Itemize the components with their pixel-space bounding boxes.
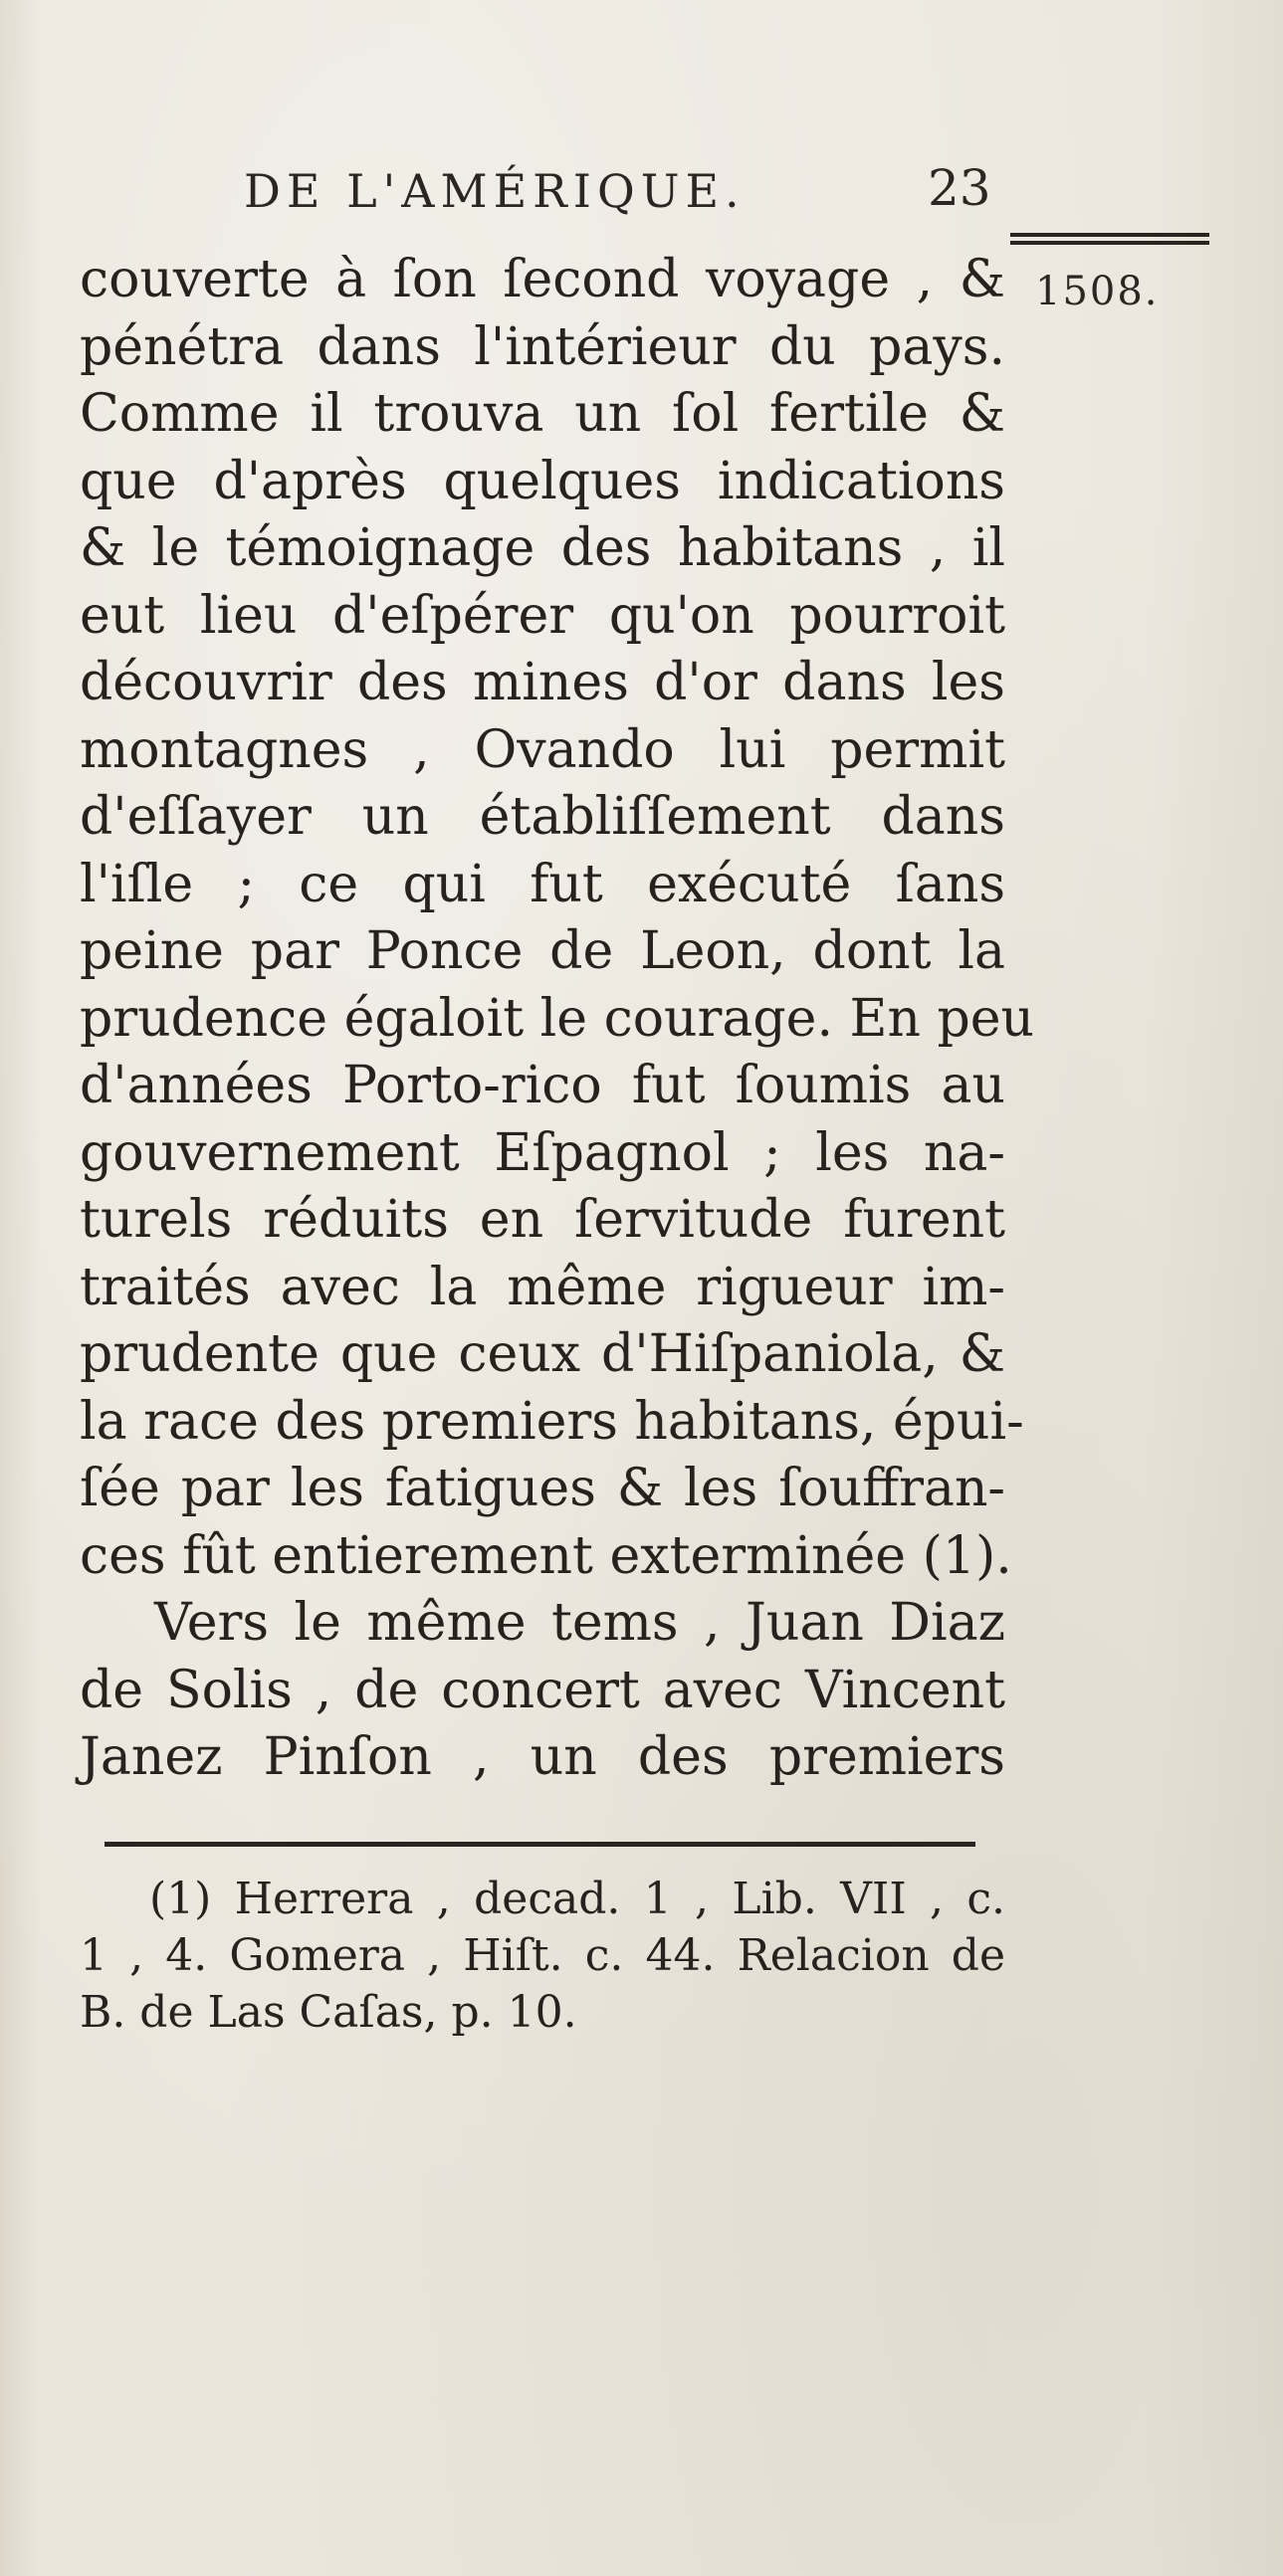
text-line: l'iſle ; ce qui fut exécuté ſans bbox=[80, 854, 1005, 914]
text-line: gouvernement Eſpagnol ; les na- bbox=[80, 1122, 1005, 1183]
text-line: ces fût entierement exterminée (1). bbox=[80, 1525, 1012, 1586]
footnote-rule bbox=[105, 1842, 975, 1847]
footnote-line: 1 , 4. Gomera , Hiſt. c. 44. Relacion de bbox=[80, 1930, 1005, 1981]
text-line: prudente que ceux d'Hiſpaniola, & bbox=[80, 1324, 1005, 1384]
text-line: Comme il trouva un ſol fertile & bbox=[80, 384, 1005, 444]
text-line: la race des premiers habitans, épui- bbox=[80, 1391, 1024, 1452]
text-line: de Solis , de concert avec Vincent bbox=[80, 1660, 1005, 1720]
text-line: que d'après quelques indications bbox=[80, 451, 1005, 511]
text-line: découvrir des mines d'or dans les bbox=[80, 653, 1005, 712]
page-number: 23 bbox=[928, 159, 991, 217]
text-line: peine par Ponce de Leon, dont la bbox=[80, 921, 1005, 981]
text-line: couverte à ſon ſecond voyage , & bbox=[80, 250, 1005, 309]
body-text bbox=[80, 247, 1035, 1792]
text-line: Janez Pinſon , un des premiers bbox=[80, 1727, 1005, 1787]
text-line: pénétra dans l'intérieur du pays. bbox=[80, 316, 1005, 377]
running-title: DE L'AMÉRIQUE. bbox=[244, 164, 746, 218]
text-line: d'années Porto-rico fut ſoumis au bbox=[80, 1056, 1005, 1115]
text-line: montagnes , Ovando lui permit bbox=[80, 719, 1005, 780]
text-line: d'eſſayer un établiſſement dans bbox=[80, 787, 1005, 847]
footnote bbox=[80, 1871, 1005, 2041]
text-line: turels réduits en ſervitude furent bbox=[80, 1190, 1005, 1250]
text-line: traités avec la même rigueur im- bbox=[80, 1257, 1005, 1317]
footnote-line: B. de Las Caſas, p. 10. bbox=[80, 1987, 577, 2038]
footnote-line: (1) Herrera , decad. 1 , Lib. VII , c. bbox=[149, 1874, 1005, 1924]
text-line: prudence égaloit le courage. En peu bbox=[80, 988, 1035, 1049]
margin-year-rule bbox=[1010, 233, 1209, 245]
text-line: Vers le même tems , Juan Diaz bbox=[154, 1593, 1005, 1653]
text-line: & le témoignage des habitans , il bbox=[80, 518, 1005, 578]
text-line: ſée par les fatigues & les ſouffran- bbox=[80, 1459, 1005, 1518]
margin-year: 1508. bbox=[1035, 269, 1160, 314]
text-line: eut lieu d'eſpérer qu'on pourroit bbox=[80, 585, 1005, 646]
